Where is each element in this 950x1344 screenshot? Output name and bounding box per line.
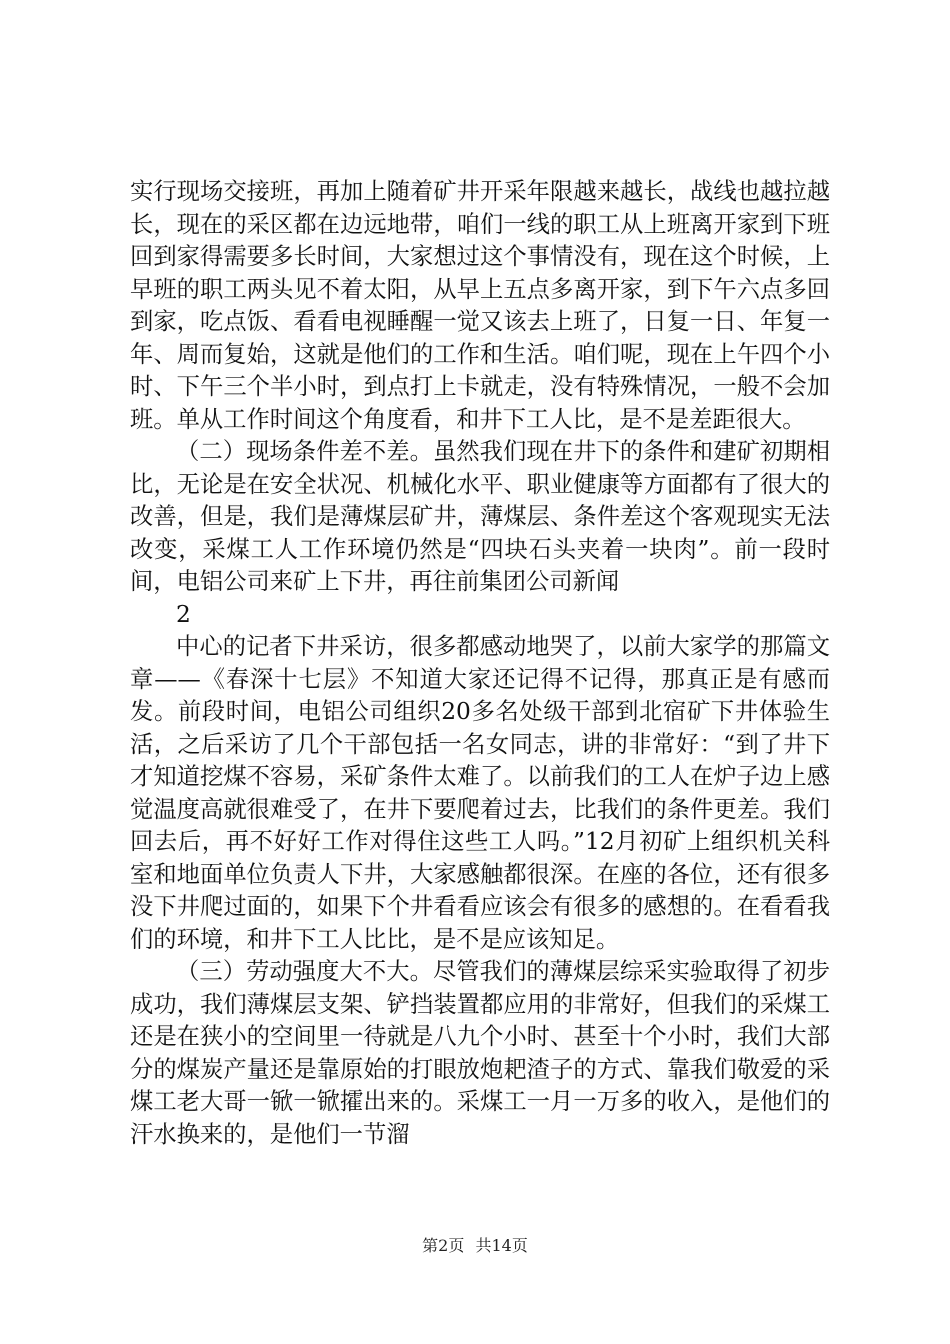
page-footer xyxy=(0,1233,950,1256)
footer-current-page: 第2页 xyxy=(422,1236,465,1255)
paragraph-2: （二）现场条件差不差。虽然我们现在井下的条件和建矿初期相比，无论是在安全状况、机械化水平、职业健康等方面都有了很大的改善，但是，我们是薄煤层矿井，薄煤层、条件差这个客观现实无法改变，采煤工人工作环境仍然是“四块石头夹着一块肉”。前一段时间，电铝公司来矿上下井，再往前集团公司新闻 xyxy=(130,438,830,595)
paragraph-1: 实行现场交接班，再加上随着矿井开采年限越来越长，战线也越拉越长，现在的采区都在边远地带，咱们一线的职工从上班离开家到下班回到家得需要多长时间，大家想过这个事情没有，现在这个时候，上早班的职工两头见不着太阳，从早上五点多离开家，到下午六点多回到家，吃点饭、看看电视睡醒一觉又该去上班了，日复一日、年复一年、周而复始，这就是他们的工作和生活。咱们呢，现在上午四个小时、下午三个半小时，到点打上卡就走，没有特殊情况，一般不会加班。单从工作时间这个角度看，和井下工人比，是不是差距很大。 xyxy=(130,178,830,433)
paragraph-4: （三）劳动强度大不大。尽管我们的薄煤层综采实验取得了初步成功，我们薄煤层支架、铲挡装置都应用的非常好，但我们的采煤工还是在狭小的空间里一待就是八九个小时、甚至十个小时，我们大部分的煤炭产量还是靠原始的打眼放炮耙渣子的方式、靠我们敬爱的采煤工老大哥一锨一锨攉出来的。采煤工一月一万多的收入，是他们的汗水换来的，是他们一节溜 xyxy=(130,958,830,1148)
document-body xyxy=(130,176,830,1151)
footer-total-pages: 共14页 xyxy=(475,1236,528,1255)
paragraph-3: 中心的记者下井采访，很多都感动地哭了，以前大家学的那篇文章——《春深十七层》不知道大家还记得不记得，那真正是有感而发。前段时间，电铝公司组织20多名处级干部到北宿矿下井体验生活，之后采访了几个干部包括一名女同志，讲的非常好：“到了井下才知道挖煤不容易，采矿条件太难了。以前我们的工人在炉子边上感觉温度高就很难受了，在井下要爬着过去，比我们的条件更差。我们回去后，再不好好工作对得住这些工人吗。”12月初矿上组织机关科室和地面单位负责人下井，大家感触都很深。在座的各位，还有很多没下井爬过面的，如果下个井看看应该会有很多的感想的。在看看我们的环境，和井下工人比比，是不是应该知足。 xyxy=(130,633,830,953)
inline-page-number: 2 xyxy=(176,600,191,628)
